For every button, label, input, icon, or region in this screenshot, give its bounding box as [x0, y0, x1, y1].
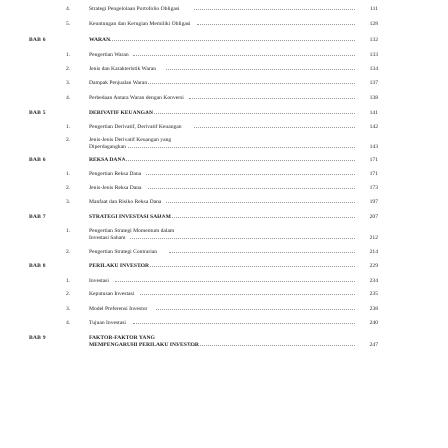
entry-title: Dampak Penjualan Waran [89, 80, 148, 86]
leader-dots [133, 323, 355, 324]
leader-dots [159, 217, 355, 218]
leader-dots [106, 40, 355, 41]
page-number: 234 [369, 278, 378, 284]
leader-dots [166, 69, 355, 70]
leader-dots [197, 24, 355, 25]
entry-number: 4. [66, 95, 71, 101]
leader-dots [128, 147, 355, 148]
leader-dots [140, 266, 355, 267]
entry-number: 2. [66, 291, 71, 297]
entry-number: 2. [66, 249, 71, 255]
entry-title: MEMPENGARUHI PERILAKU INVESTOR [89, 342, 199, 348]
entry-number: 1. [66, 52, 71, 58]
entry-title: Keuntungan dan Kerugian Memiliki Obligasi [89, 21, 191, 27]
page-number: 173 [369, 185, 378, 191]
page-number: 141 [369, 110, 378, 116]
page-number: 128 [369, 21, 378, 27]
leader-dots [148, 188, 355, 189]
entry-title: DERIVATIF KEUANGAN [89, 110, 154, 116]
entry-title: Pengertian Derivatif, Derivatif Keuangan [89, 124, 182, 130]
entry-title: Pengertian Waran [89, 52, 129, 58]
entry-title: STRATEGI INVESTASI SAHAM [89, 214, 171, 220]
page-number: 142 [369, 124, 378, 130]
chapter-label: BAB 5 [29, 110, 46, 116]
page-number: 134 [369, 66, 378, 72]
leader-dots [140, 294, 355, 295]
entry-number: 1. [66, 228, 71, 234]
page-number: 137 [369, 80, 378, 86]
chapter-label: BAB 8 [29, 263, 46, 269]
page-number: 138 [369, 95, 378, 101]
entry-number: 5. [66, 21, 71, 27]
page-number: 229 [369, 263, 378, 269]
page-number: 171 [369, 171, 378, 177]
entry-number: 4. [66, 320, 71, 326]
leader-dots [146, 174, 355, 175]
entry-number: 2. [66, 185, 71, 191]
leader-dots [194, 127, 355, 128]
entry-title: Investasi [89, 278, 109, 284]
entry-title: Pengertian Strategi Contrarian [89, 249, 158, 255]
entry-title: Jenis-Jenis Derivatif Keuangan yang [89, 137, 172, 143]
entry-title: Model Preferensi Investor [89, 306, 148, 312]
entry-title: Strategi Pengelolaan Portofolio Obligasi [89, 6, 180, 12]
entry-number: 1. [66, 171, 71, 177]
leader-dots [156, 309, 355, 310]
leader-dots [148, 83, 355, 84]
page-number: 207 [369, 214, 378, 220]
entry-title: REKSA DANA [89, 157, 126, 163]
chapter-label: BAB 9 [29, 335, 46, 341]
entry-title: Investasi Saham [89, 235, 126, 241]
page-number: 143 [369, 144, 378, 150]
leader-dots [130, 238, 355, 239]
entry-title: Diperdagangkan [89, 144, 126, 150]
leader-dots [176, 345, 355, 346]
entry-title: Jenis-Jenis Reksa Dana [89, 185, 142, 191]
page-number: 240 [369, 320, 378, 326]
leader-dots [189, 98, 355, 99]
leader-dots [194, 9, 355, 10]
entry-title: Keputusan Investasi [89, 291, 135, 297]
leader-dots [142, 113, 355, 114]
entry-number: 1. [66, 124, 71, 130]
page-number: 133 [369, 52, 378, 58]
page-number: 238 [369, 306, 378, 312]
entry-number: 3. [66, 80, 71, 86]
entry-number: 2. [66, 66, 71, 72]
entry-number: 2. [66, 137, 71, 143]
leader-dots [166, 202, 355, 203]
entry-title: Pengertian Strategi Momentum dalam [89, 228, 175, 234]
entry-title: FAKTOR-FAKTOR YANG [89, 335, 155, 341]
entry-number: 4. [66, 6, 71, 12]
entry-title: WARAN [89, 37, 111, 43]
chapter-label: BAB 6 [29, 37, 46, 43]
entry-title: Tujuan Investasi [89, 320, 126, 326]
leader-dots [169, 252, 356, 253]
entry-title: Perbedaan Antara Waran dengan Konversi [89, 95, 184, 101]
entry-number: 3. [66, 306, 71, 312]
entry-number: 3. [66, 199, 71, 205]
page-number: 132 [369, 37, 378, 43]
entry-number: 1. [66, 278, 71, 284]
page-number: 197 [369, 199, 378, 205]
entry-title: Jenis dan Karakteristik Waran [89, 66, 157, 72]
entry-title: Manfaat dan Risiko Reksa Dana [89, 199, 162, 205]
page-number: 212 [369, 235, 378, 241]
leader-dots [120, 160, 355, 161]
chapter-label: BAB 7 [29, 214, 46, 220]
page-number: 111 [370, 6, 378, 12]
page-number: 247 [369, 342, 378, 348]
entry-title: Pengertian Reksa Dana [89, 171, 142, 177]
page-number: 214 [369, 249, 378, 255]
entry-title: PERILAKU INVESTOR [89, 263, 150, 269]
chapter-label: BAB 6 [29, 157, 46, 163]
page-number: 235 [369, 291, 378, 297]
leader-dots [133, 55, 355, 56]
page-number: 171 [369, 157, 378, 163]
leader-dots [115, 281, 355, 282]
